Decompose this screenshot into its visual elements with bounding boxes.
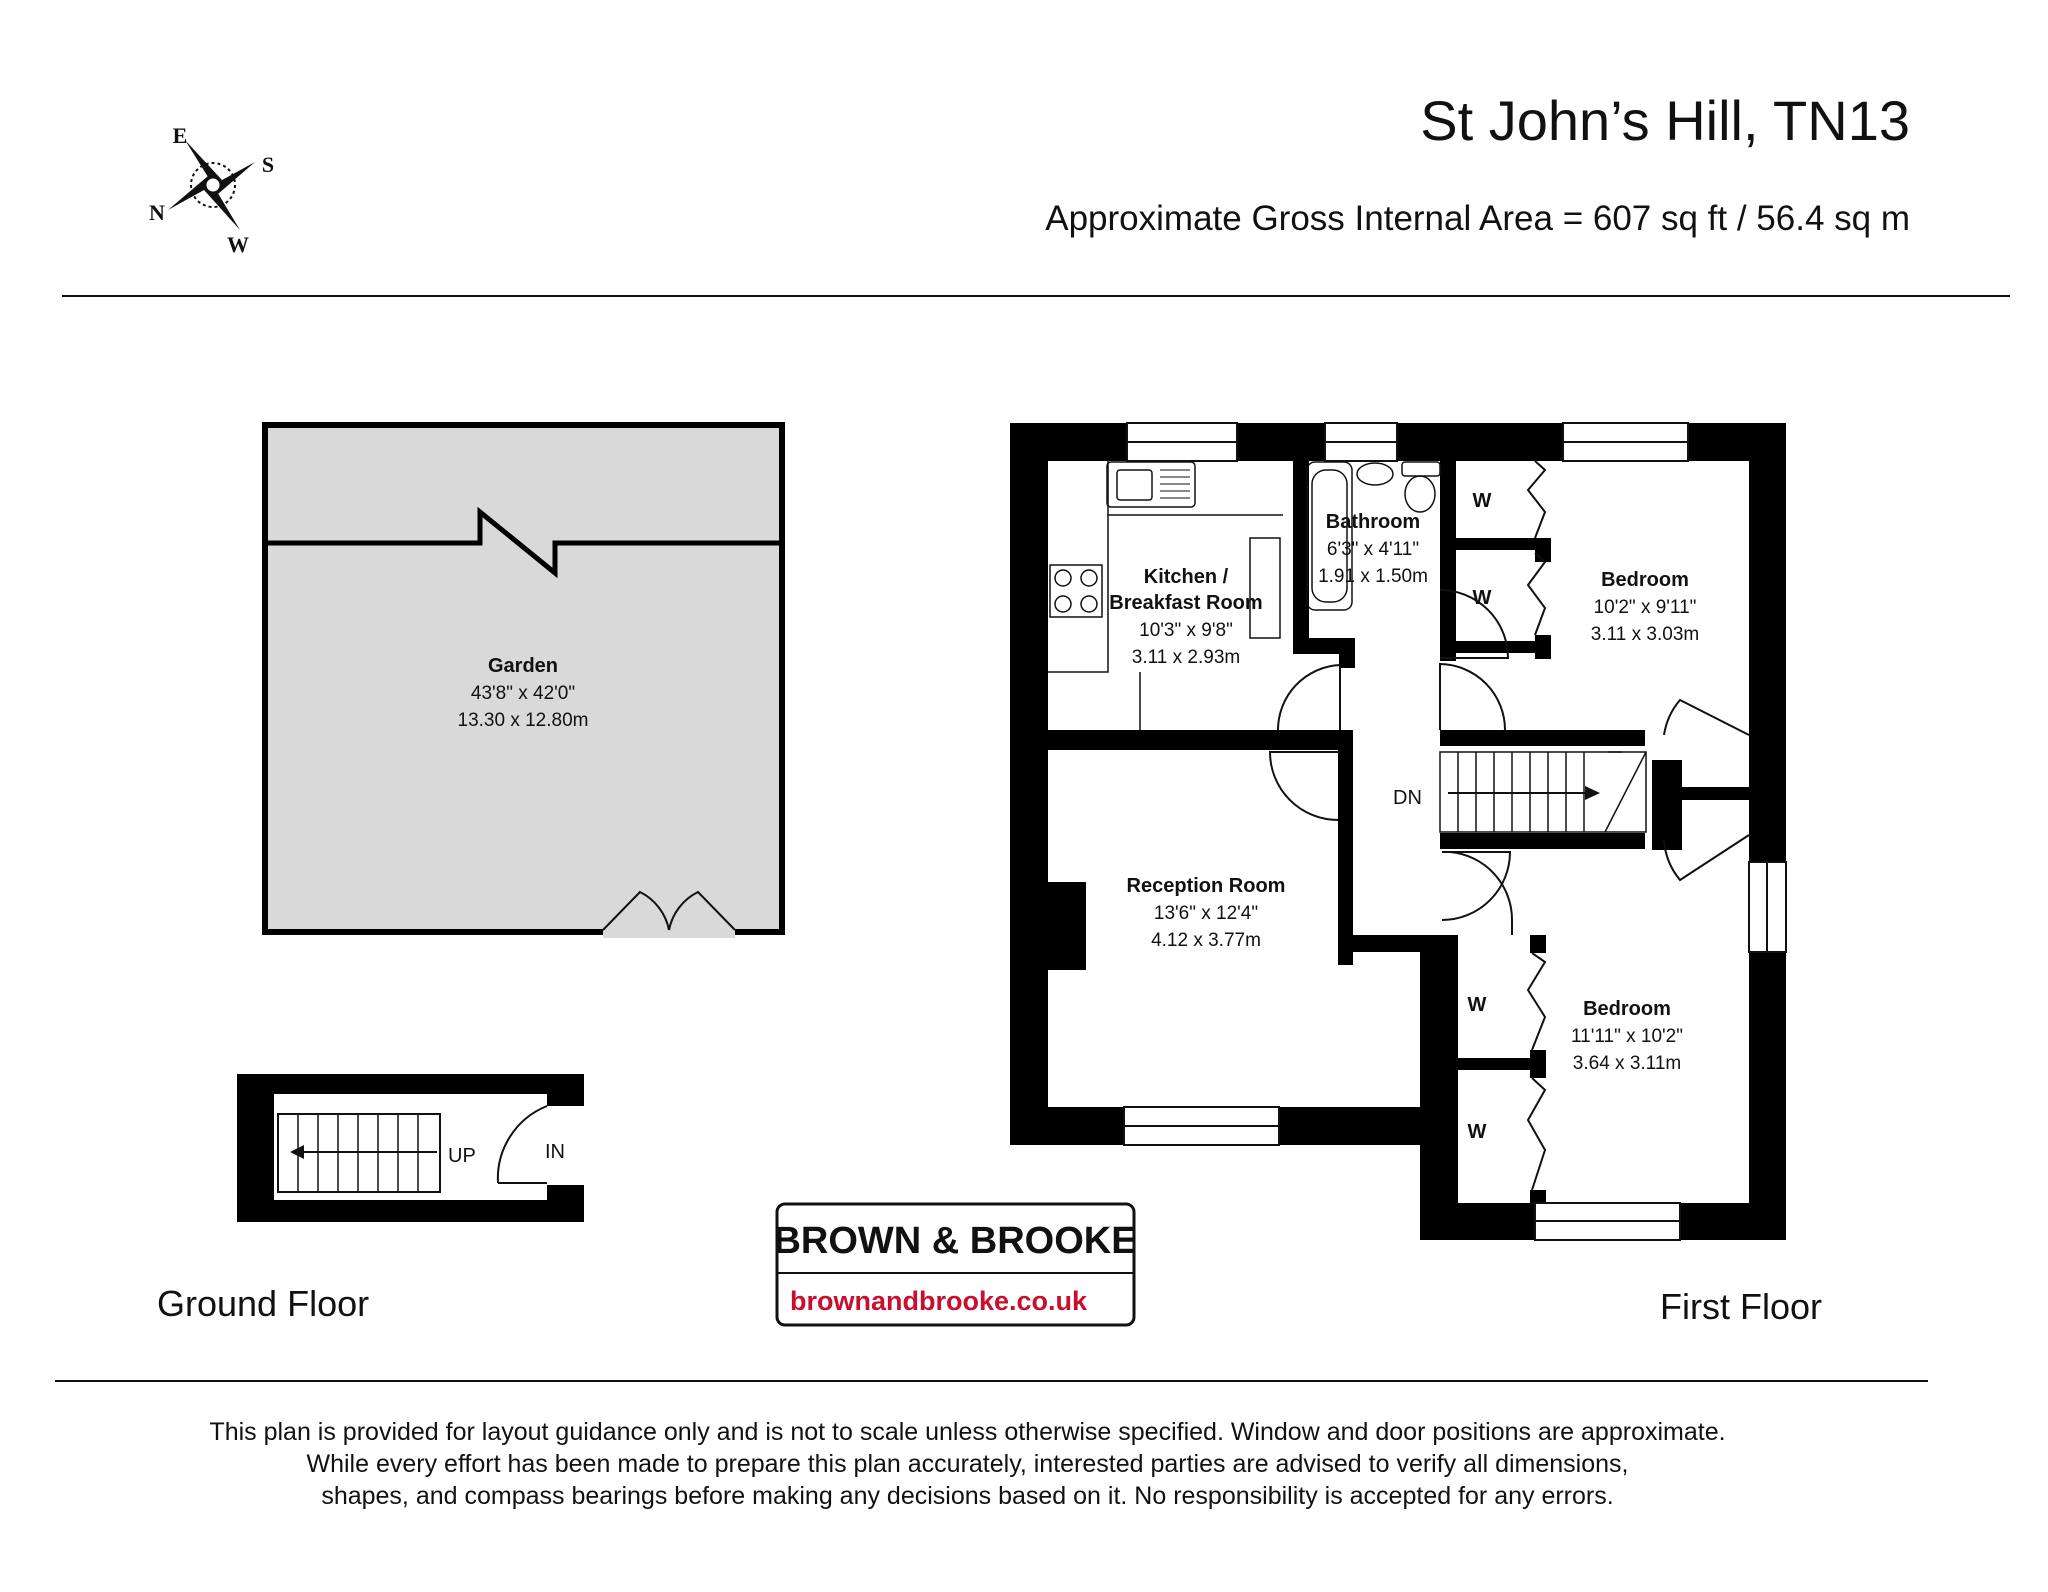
kitchen-imperial: 10'3" x 9'8"	[1139, 620, 1233, 641]
disclaimer-line-2: While every effort has been made to prepare this plan accurately, interested parties are advised to verify all dimensions,	[306, 1450, 1629, 1478]
wardrobe-label: W	[1472, 490, 1492, 512]
bedroom2-imperial: 11'11" x 10'2"	[1571, 1026, 1683, 1047]
wardrobe-label: W	[1472, 587, 1492, 609]
plan-title: St John’s Hill, TN13	[1420, 89, 1910, 152]
ground-floor-label: Ground Floor	[157, 1283, 370, 1324]
garden-area	[265, 425, 782, 938]
bedroom1-metric: 3.11 x 3.03m	[1590, 624, 1700, 645]
brand-name: BROWN & BROOKE	[773, 1220, 1137, 1262]
brand-url[interactable]: brownandbrooke.co.uk	[790, 1286, 1088, 1316]
bedroom1-imperial: 10'2" x 9'11"	[1593, 597, 1697, 618]
wardrobe-label: W	[1467, 994, 1487, 1016]
reception-name: Reception Room	[1126, 875, 1286, 897]
dn-label: DN	[1393, 787, 1422, 809]
reception-metric: 4.12 x 3.77m	[1151, 930, 1261, 951]
bedroom2-metric: 3.64 x 3.11m	[1572, 1053, 1682, 1074]
bedroom2-name: Bedroom	[1583, 998, 1671, 1020]
kitchen-name-2: Breakfast Room	[1109, 592, 1263, 614]
compass-s: S	[261, 152, 275, 177]
compass-n: N	[149, 200, 165, 225]
garden-metric: 13.30 x 12.80m	[457, 710, 589, 731]
disclaimer-line-1: This plan is provided for layout guidance only and is not to scale unless otherwise specified. Window and door positions are approximate.	[209, 1418, 1726, 1446]
wardrobe-label: W	[1467, 1121, 1487, 1143]
in-label: IN	[545, 1141, 565, 1163]
up-label: UP	[448, 1145, 476, 1167]
bathroom-imperial: 6'3" x 4'11"	[1326, 539, 1420, 560]
compass-e: E	[172, 123, 188, 148]
garden-imperial: 43'8" x 42'0"	[470, 683, 576, 704]
reception-imperial: 13'6" x 12'4"	[1153, 903, 1259, 924]
first-floor-label: First Floor	[1660, 1286, 1822, 1327]
kitchen-metric: 3.11 x 2.93m	[1131, 647, 1241, 668]
disclaimer-line-3: shapes, and compass bearings before making any decisions based on it. No responsibility is accepted for any errors.	[321, 1482, 1614, 1510]
fireplace	[1048, 882, 1086, 970]
compass-icon	[168, 140, 255, 230]
bedroom1-name: Bedroom	[1601, 569, 1689, 591]
bathroom-fixtures	[1307, 462, 1440, 610]
first-floor-stairs	[1440, 752, 1646, 832]
bathroom-metric: 1.91 x 1.50m	[1318, 566, 1428, 587]
compass-w: W	[227, 232, 249, 257]
bathroom-name: Bathroom	[1325, 511, 1421, 533]
kitchen-name-1: Kitchen /	[1143, 566, 1229, 588]
garden-name: Garden	[487, 655, 559, 677]
area-text: Approximate Gross Internal Area = 607 sq ft / 56.4 sq m	[1045, 199, 1910, 238]
ground-floor-hall	[237, 1074, 584, 1222]
